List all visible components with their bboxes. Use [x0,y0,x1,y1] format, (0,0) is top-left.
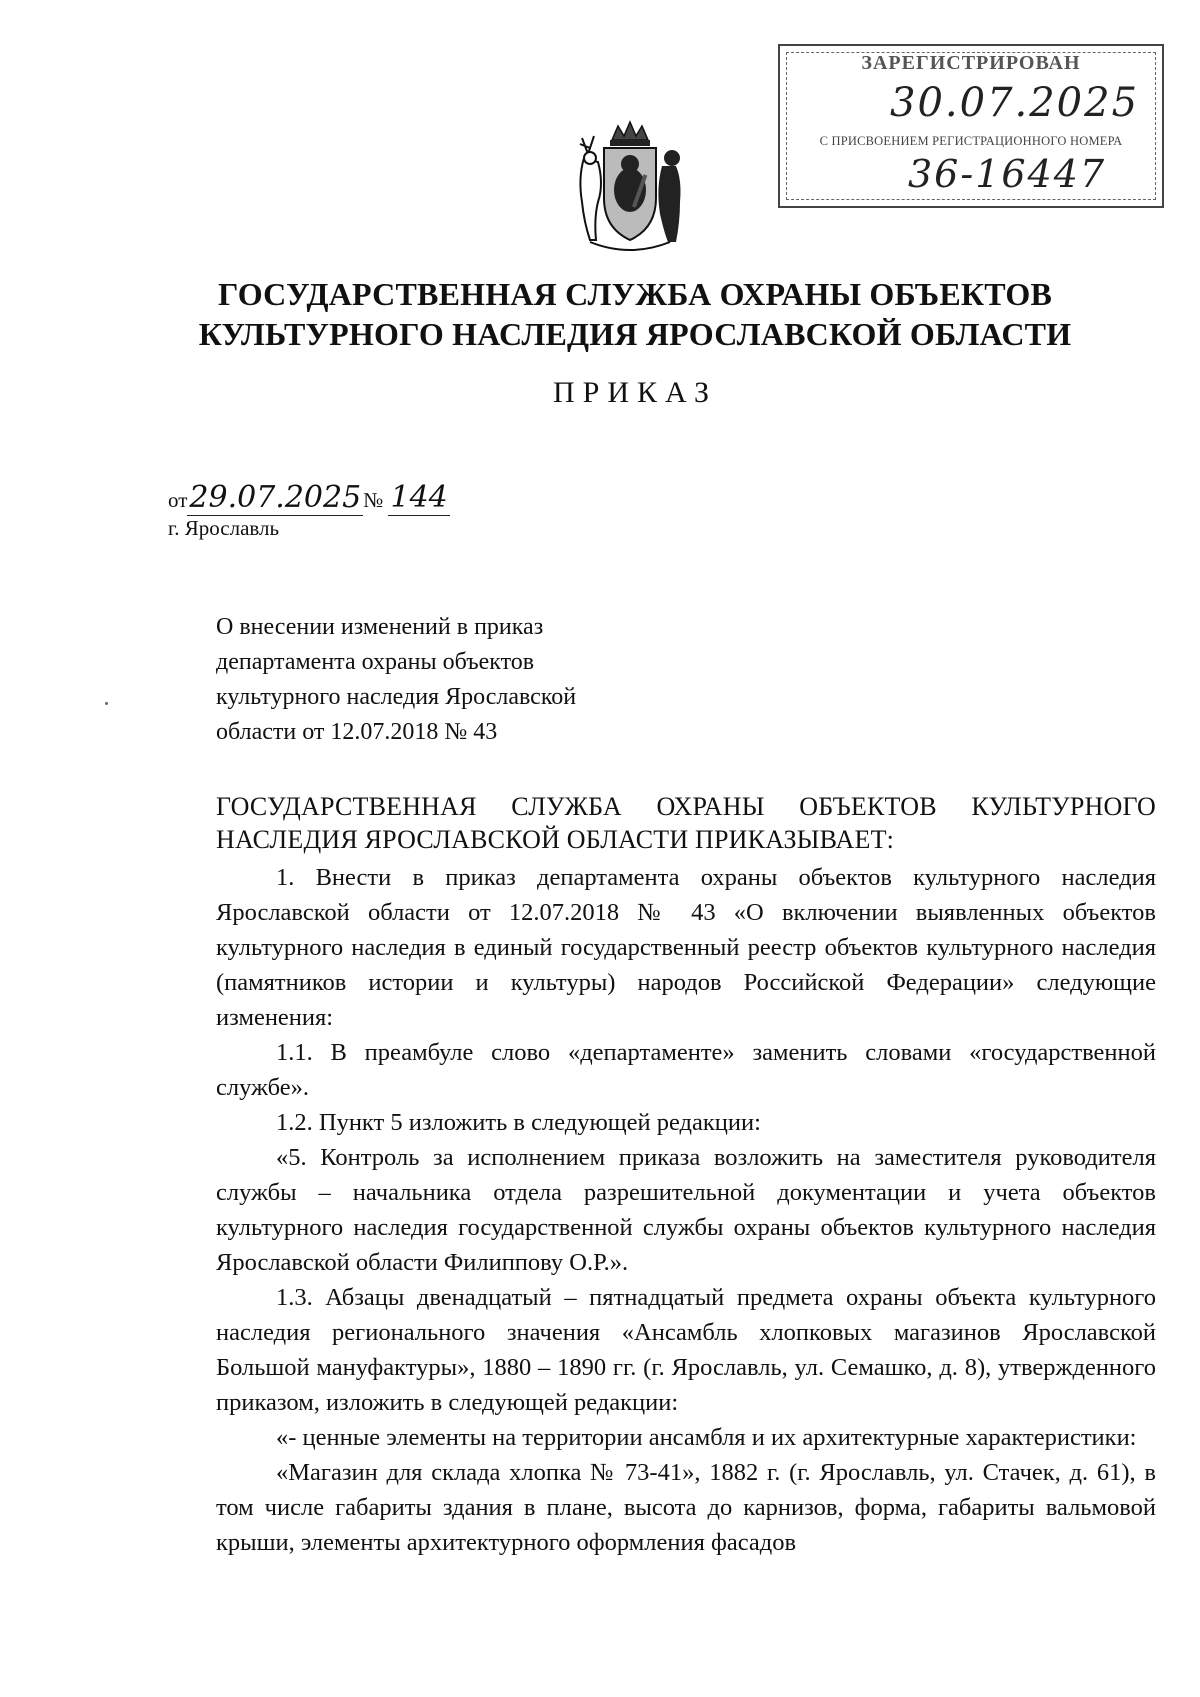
from-label: от [168,488,188,512]
order-date-number [168,480,450,515]
subject-line-1: О внесении изменений в приказ [216,614,544,640]
paragraph-1: 1. Внести в приказ департамента охраны объектов культурного наследия Ярославской области от 12.07.2018 № 43 «О включении выявленных объектов культурного наследия в единый государственный реестр объектов культурного наследия (памятников истории и культуры) народов Российской Федерации» следующие изменения: [216,864,1156,1031]
stamp-registration-number: 36-16447 [908,152,1107,196]
paragraph-valuable-elements: «- ценные элементы на территории ансамбля и их архитектурные характеристики: [276,1424,1137,1451]
paragraph-1-3: 1.3. Абзацы двенадцатый – пятнадцатый предмета охраны объекта культурного наследия регионального значения «Ансамбль хлопковых магазинов Ярославской Большой мануфактуры», 1880 – 1890 гг. (г. Ярославль, ул. Семашко, д. 8), утвержденного приказом, изложить в следующей редакции: [216,1284,1156,1416]
coat-of-arms-icon [560,118,700,258]
paragraph-1-1: 1.1. В преамбуле слово «департаменте» заменить словами «государственной службе». [216,1039,1156,1101]
subject-line-2: департамента охраны объектов [216,649,535,675]
organization-name-line-2: КУЛЬТУРНОГО НАСЛЕДИЯ ЯРОСЛАВСКОЙ ОБЛАСТИ [198,316,1072,352]
subject-line-4: области от 12.07.2018 № 43 [216,719,498,745]
paragraph-5-quote: «5. Контроль за исполнением приказа возложить на заместителя руководителя службы – начальника отдела разрешительной документации и учета объектов культурного наследия государственной службы охраны объектов культурного наследия Ярославской области Филиппову О.Р.». [216,1144,1156,1276]
organization-name-line-1: ГОСУДАРСТВЕННАЯ СЛУЖБА ОХРАНЫ ОБЪЕКТОВ [217,276,1053,312]
order-body [216,860,1156,1560]
stamp-subtitle: С ПРИСВОЕНИЕМ РЕГИСТРАЦИОННОГО НОМЕРА [819,134,1123,148]
punch-mark [105,702,108,705]
order-number: 144 [390,480,448,515]
subject-line-3: культурного наследия Ярославской [216,684,577,710]
registration-stamp [778,44,1164,208]
paragraph-1-2: 1.2. Пункт 5 изложить в следующей редакции: [276,1109,761,1136]
document-type: ПРИКАЗ [553,376,717,409]
number-label: № [363,488,384,512]
stamp-title: ЗАРЕГИСТРИРОВАН [861,52,1081,74]
order-date: 29.07.2025 [189,480,362,515]
organization-name [0,274,1200,354]
order-subject [216,610,696,750]
paragraph-warehouse: «Магазин для склада хлопка № 73-41», 1882 г. (г. Ярославль, ул. Стачек, д. 61), в том числе габариты здания в плане, высота до карнизов, форма, габариты вальмовой крыши, элементы архитектурного оформления фасадов [216,1459,1156,1556]
city: г. Ярославль [168,516,280,540]
stamp-date: 30.07.2025 [890,80,1140,126]
order-preamble: ГОСУДАРСТВЕННАЯ СЛУЖБА ОХРАНЫ ОБЪЕКТОВ КУЛЬТУРНОГО НАСЛЕДИЯ ЯРОСЛАВСКОЙ ОБЛАСТИ ПРИКАЗЫВАЕТ: [216,792,1156,854]
